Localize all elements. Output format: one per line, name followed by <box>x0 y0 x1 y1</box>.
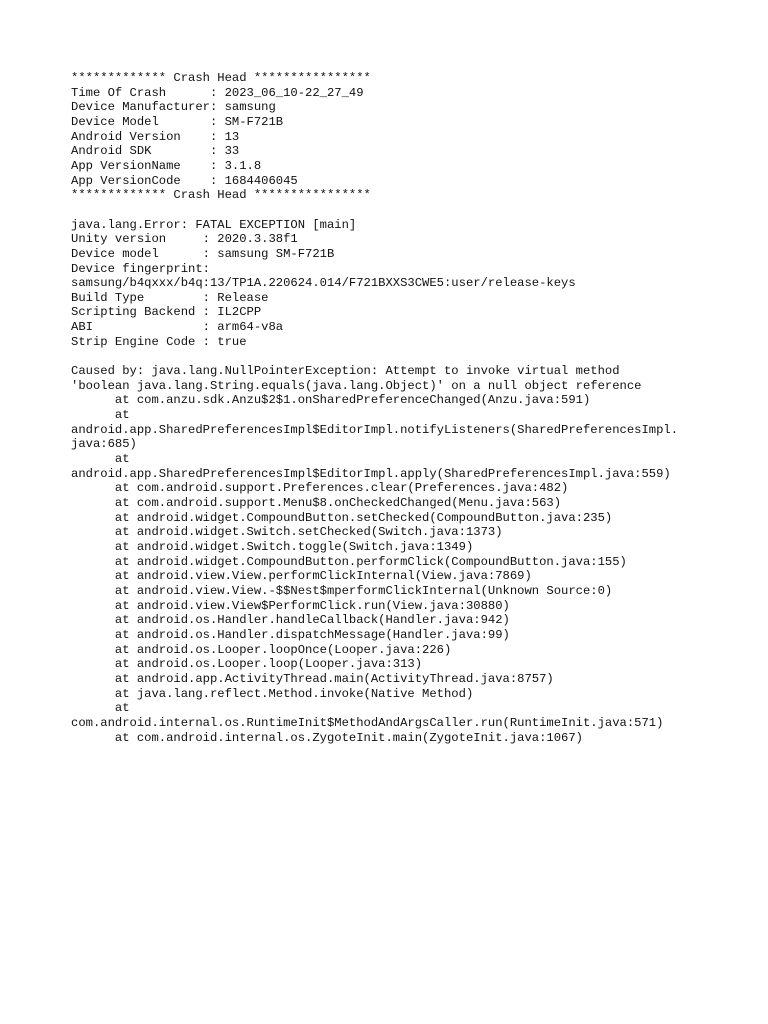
abi-line: ABI : arm64-v8a <box>71 320 284 335</box>
stack-trace-line: at android.widget.CompoundButton.setChecked(CompoundButton.java:235) <box>71 510 613 525</box>
caused-by-line: Caused by: java.lang.NullPointerException: Attempt to invoke virtual method <box>71 364 620 379</box>
stack-trace-line: at <box>71 701 130 716</box>
scripting-backend-line: Scripting Backend : IL2CPP <box>71 305 262 320</box>
app-version-name-line: App VersionName : 3.1.8 <box>71 158 262 173</box>
stack-trace-line: at android.os.Looper.loopOnce(Looper.java:226) <box>71 642 452 657</box>
fatal-exception-line: java.lang.Error: FATAL EXCEPTION [main] <box>71 217 357 232</box>
stack-trace-line: android.app.SharedPreferencesImpl$EditorImpl.notifyListeners(SharedPreferencesImpl. <box>71 422 679 437</box>
stack-trace-line: at <box>71 452 130 467</box>
unity-device-model-line: Device model : samsung SM-F721B <box>71 246 335 261</box>
stack-trace-line: at android.os.Handler.dispatchMessage(Handler.java:99) <box>71 627 510 642</box>
stack-trace-line: at java.lang.reflect.Method.invoke(Native Method) <box>71 686 474 701</box>
stack-trace-line: at android.widget.CompoundButton.performClick(CompoundButton.java:155) <box>71 554 627 569</box>
stack-trace-line: at android.widget.Switch.toggle(Switch.java:1349) <box>71 539 474 554</box>
stack-trace-line: at com.anzu.sdk.Anzu$2$1.onSharedPreferenceChanged(Anzu.java:591) <box>71 393 591 408</box>
stack-trace-line: at android.os.Looper.loop(Looper.java:313) <box>71 657 423 672</box>
blank-line <box>71 349 761 364</box>
stack-trace-line: at android.view.View.performClickInternal(View.java:7869) <box>71 569 532 584</box>
device-fingerprint-value-line: samsung/b4qxxx/b4q:13/TP1A.220624.014/F721BXXS3CWE5:user/release-keys <box>71 276 576 291</box>
device-manufacturer-line: Device Manufacturer: samsung <box>71 100 276 115</box>
device-model-line: Device Model : SM-F721B <box>71 114 284 129</box>
crash-head-top-line: ************* Crash Head **************** <box>71 71 371 85</box>
stack-trace-line: at com.android.internal.os.ZygoteInit.main(ZygoteInit.java:1067) <box>71 730 583 745</box>
android-sdk-line: Android SDK : 33 <box>71 144 240 159</box>
android-version-line: Android Version : 13 <box>71 129 240 144</box>
build-type-line: Build Type : Release <box>71 290 269 305</box>
blank-line <box>71 203 761 218</box>
unity-version-line: Unity version : 2020.3.38f1 <box>71 232 298 247</box>
stack-trace-line: at <box>71 408 130 423</box>
strip-engine-code-line: Strip Engine Code : true <box>71 334 247 349</box>
stack-trace-line: at com.android.support.Menu$8.onCheckedChanged(Menu.java:563) <box>71 496 562 510</box>
stack-trace-line: at android.view.View.-$$Nest$mperformClickInternal(Unknown Source:0) <box>71 583 613 598</box>
caused-by-detail-line: 'boolean java.lang.String.equals(java.lang.Object)' on a null object reference <box>71 378 642 393</box>
stack-trace-line: at com.android.support.Preferences.clear(Preferences.java:482) <box>71 481 569 496</box>
time-of-crash-line: Time Of Crash : 2023_06_10-22_27_49 <box>71 85 364 100</box>
stack-trace-line: java:685) <box>71 437 137 452</box>
stack-trace-line: at android.app.ActivityThread.main(ActivityThread.java:8757) <box>71 671 554 686</box>
stack-trace-line: android.app.SharedPreferencesImpl$EditorImpl.apply(SharedPreferencesImpl.java:559) <box>71 466 671 481</box>
stack-trace-line: at android.view.View$PerformClick.run(View.java:30880) <box>71 598 510 613</box>
app-version-code-line: App VersionCode : 1684406045 <box>71 173 298 188</box>
device-fingerprint-label-line: Device fingerprint: <box>71 261 210 276</box>
stack-trace-line: at android.os.Handler.handleCallback(Handler.java:942) <box>71 613 510 628</box>
crash-head-bottom-line: ************* Crash Head **************** <box>71 188 371 203</box>
stack-trace-line: at android.widget.Switch.setChecked(Switch.java:1373) <box>71 525 503 540</box>
stack-trace-line: com.android.internal.os.RuntimeInit$MethodAndArgsCaller.run(RuntimeInit.java:571) <box>71 715 664 730</box>
crash-log-text <box>71 71 761 745</box>
